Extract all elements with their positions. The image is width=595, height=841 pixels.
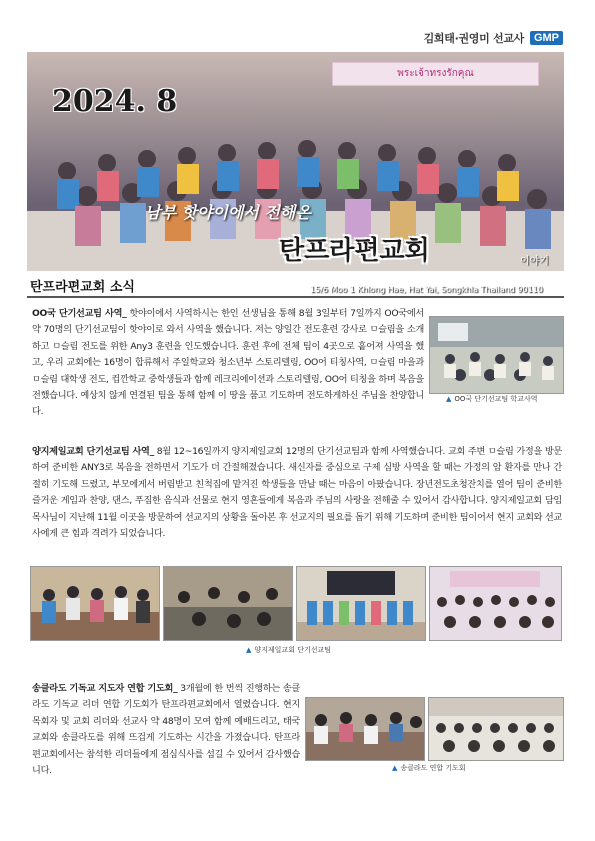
article-2-photo-3 — [296, 566, 426, 641]
issue-date: 2024. 8 — [52, 84, 178, 119]
hero-subtitle: 남부 핫야이에서 전해온 — [145, 203, 311, 222]
article-2-photo-4 — [429, 566, 562, 641]
article-1-caption-text: OO국 단기선교팀 학교사역 — [454, 395, 538, 403]
article-2-photo-2 — [163, 566, 293, 641]
article-3-heading: 송클라도 기독교 지도자 연합 기도회_ — [32, 683, 178, 694]
missionaries-name: 김희태·권영미 선교사 — [423, 32, 524, 45]
section-title: 탄프라편교회 소식 — [30, 280, 135, 295]
section-header — [27, 274, 564, 298]
article-3-caption — [392, 763, 466, 773]
article-2-caption-text: 양지제일교회 단기선교팀 — [254, 646, 331, 654]
classroom-photo — [430, 317, 563, 393]
article-2-caption — [246, 645, 331, 655]
article-2-body: 8월 12~16일까지 양지제일교회 12명의 단기선교팀과 함께 사역했습니다. 교회 주변 ㅁ슬림 가정을 방문하여 준비한 ANY3로 복음을 전하면서 기도가 더 간절해졌습니다. 새신자를 중심으로 구제 심방 사역을 할 때는 가정의 암 환자를 만나 간절히 기도해 드렸고, 부모에게서 버림받고 친척집에 맡겨진 학생들을 만날 때는 마음이 아팠습니다. 장년전도초청잔치를 열어 팀이 준비한 즐거운 게임과 찬양, 댄스, 푸짐한 음식과 선물로 현지 영혼들에게 복음과 주님의 사랑을 전해줄 수 있어서 감사합니다. 양지제일교회 담임목사님이 지난해 11월 이곳을 방문하여 선교지의 상황을 돌아본 후 선교지의 필요를 돕기 위해 기도하며 준비한 팀이어서 현지 교회와 선교사에게 큰 힘과 격려가 되었습니다. — [32, 446, 562, 540]
banner-text: พระเจ้าทรงรักคุณ — [397, 68, 474, 79]
article-1-caption — [446, 394, 537, 404]
article-2-heading: 양지제일교회 단기선교팀 사역_ — [32, 446, 154, 457]
triangle-bullet-icon: ▲ — [392, 764, 398, 772]
article-1-heading: OO국 단기선교팀 사역_ — [32, 308, 127, 319]
page-header — [424, 30, 563, 46]
article-2-photo-strip — [30, 566, 562, 641]
article-1 — [32, 306, 424, 421]
church-address: 15/6 Moo 1 Khlong Hae, Hat Yai, Songkhla Thailand 90110 — [310, 285, 543, 294]
thai-banner — [332, 62, 539, 86]
article-3-photo-1 — [305, 697, 425, 761]
triangle-bullet-icon: ▲ — [446, 395, 452, 403]
church-title-suffix: 이야기 — [520, 256, 549, 267]
article-3 — [32, 681, 300, 779]
triangle-bullet-icon: ▲ — [246, 646, 252, 654]
article-3-caption-text: 송클라도 연합 기도회 — [400, 764, 466, 772]
article-2-photo-1 — [30, 566, 160, 641]
article-1-body: 핫야이에서 사역하시는 한인 선생님을 통해 8월 3일부터 7일까지 OO국에서 약 70명의 단기선교팀이 핫야이로 와서 사역을 했습니다. 저는 양일간 전도훈련 강사로 ㅁ슬림을 소개하고 ㅁ슬림 전도를 위한 Any3 훈련을 인도했습니다. 훈련 후에 전체 팀이 4곳으로 흩어져 사역을 했고, 우리 교회에는 16명이 합류해서 주일학교와 청소년부 스토리텔링, OO어 티칭사역, ㅁ슬림 마을과 ㅁ슬림 대학생 전도, 컵깐학교 중학생들과 함께 레크리에이션과 스토리텔링, OO어 티칭을 하며 복음을 전했습니다. 예상치 않게 연결된 팀을 통해 함께 이 땅을 품고 기도하며 전도하게하신 주님을 찬양합니다. — [32, 308, 425, 418]
article-3-photo-2 — [428, 697, 564, 761]
church-title: 탄프라편교회 — [279, 236, 430, 266]
article-3-body: 3개월에 한 번씩 진행하는 송클라도 기독교 리더 연합 기도회가 탄프라편교회에서 열렸습니다. 현지 목회자 및 교회 리더와 선교사 약 48명이 모여 함께 예배드리고, 태국교회와 송클라도를 위해 뜨겁게 기도하는 시간을 가졌습니다. 탄프라편교회에서는 참석한 리더들에게 점심식사를 섬길 수 있어서 감사했습니다. — [32, 683, 300, 777]
gmp-logo: GMP — [530, 31, 563, 45]
article-1-photo — [429, 316, 564, 394]
article-2 — [32, 444, 562, 542]
